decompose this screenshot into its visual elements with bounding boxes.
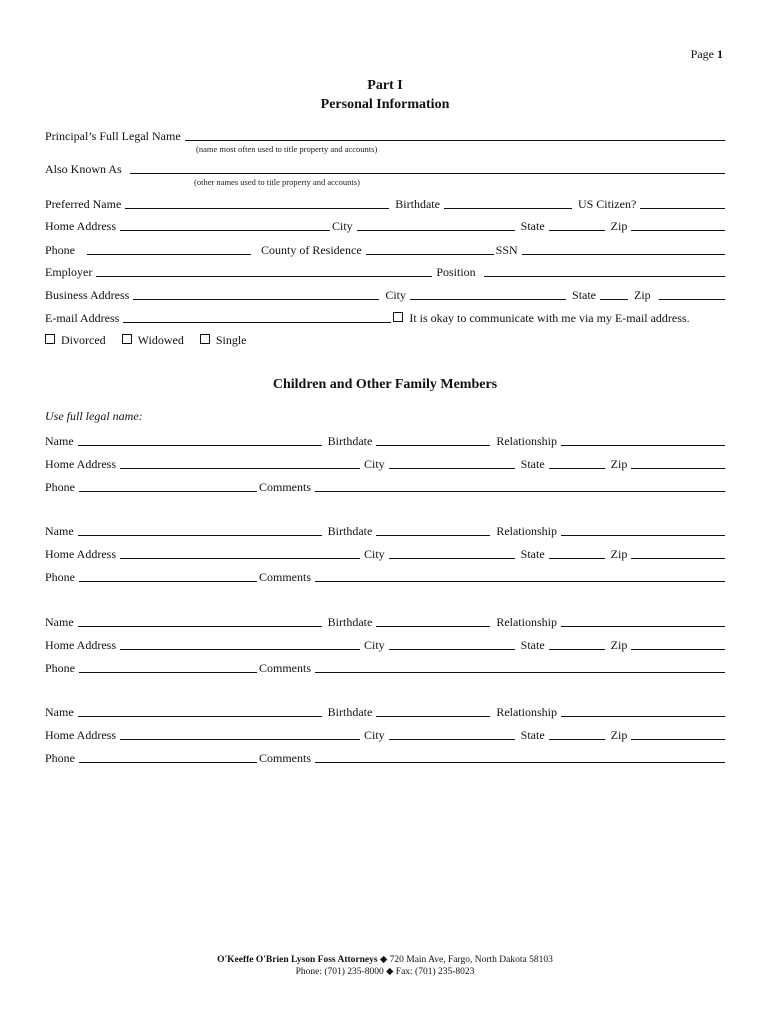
aka-hint: (other names used to title property and accounts) <box>194 177 360 187</box>
marital-status-row <box>45 331 725 347</box>
phone-field[interactable] <box>87 242 251 255</box>
employer-label: Employer <box>45 265 93 279</box>
page-number <box>691 47 723 62</box>
member-home-address-label: Home Address <box>45 547 116 561</box>
member-zip-label: Zip <box>610 457 628 471</box>
member-birthdate-label: Birthdate <box>327 615 373 629</box>
phone-row <box>45 241 725 257</box>
children-heading: Children and Other Family Members <box>272 377 498 392</box>
employer-field[interactable] <box>96 264 432 277</box>
member-comments-label: Comments <box>259 480 312 494</box>
member-zip-field[interactable] <box>631 456 725 469</box>
member-name-row <box>45 613 725 629</box>
member-birthdate-label: Birthdate <box>327 434 373 448</box>
member-relationship-field[interactable] <box>561 433 725 446</box>
member-zip-field[interactable] <box>631 546 725 559</box>
aka-row <box>45 160 725 176</box>
city-field[interactable] <box>357 218 515 231</box>
business-state-label: State <box>572 288 597 302</box>
email-row <box>45 309 725 325</box>
member-comments-field[interactable] <box>315 569 725 582</box>
member-home-address-label: Home Address <box>45 728 116 742</box>
member-phone-field[interactable] <box>79 660 257 673</box>
principal-name-hint: (name most often used to title property and accounts) <box>196 144 378 154</box>
member-name-row <box>45 522 725 538</box>
member-comments-label: Comments <box>259 570 312 584</box>
member-address-row <box>45 545 725 561</box>
zip-label: Zip <box>610 219 628 233</box>
birthdate-field[interactable] <box>444 196 572 209</box>
business-zip-label: Zip <box>634 288 651 302</box>
member-home-address-label: Home Address <box>45 638 116 652</box>
firm-fax: Fax: (701) 235-8023 <box>395 967 475 977</box>
member-birthdate-field[interactable] <box>376 523 490 536</box>
member-relationship-label: Relationship <box>496 615 557 629</box>
ssn-label: SSN <box>495 243 518 257</box>
page-label: Page <box>690 47 714 61</box>
member-comments-field[interactable] <box>315 750 725 763</box>
part-title: Part I <box>367 78 403 93</box>
principal-name-row <box>45 127 725 143</box>
business-address-field[interactable] <box>133 287 379 300</box>
member-state-label: State <box>520 728 545 742</box>
marital-option-single[interactable] <box>200 333 251 347</box>
member-city-label: City <box>364 547 385 561</box>
member-zip-field[interactable] <box>631 637 725 650</box>
children-instruction: Use full legal name: <box>45 409 143 423</box>
member-name-row <box>45 432 725 448</box>
city-label: City <box>332 219 353 233</box>
member-home-address-label: Home Address <box>45 457 116 471</box>
zip-field[interactable] <box>631 218 725 231</box>
member-city-label: City <box>364 457 385 471</box>
single-label: Single <box>215 333 247 347</box>
single-checkbox[interactable] <box>200 334 210 344</box>
member-home-address-field[interactable] <box>120 727 360 740</box>
member-zip-field[interactable] <box>631 727 725 740</box>
member-state-field[interactable] <box>549 456 605 469</box>
member-name-label: Name <box>45 615 74 629</box>
member-state-field[interactable] <box>549 546 605 559</box>
member-state-field[interactable] <box>549 637 605 650</box>
business-address-row <box>45 286 725 302</box>
member-phone-row <box>45 568 725 584</box>
birthdate-label: Birthdate <box>395 197 440 211</box>
member-address-row <box>45 726 725 742</box>
firm-name: O'Keeffe O'Brien Lyson Foss Attorneys <box>217 955 378 965</box>
section-title: Personal Information <box>320 97 450 112</box>
member-name-field[interactable] <box>78 433 322 446</box>
business-state-field[interactable] <box>600 287 628 300</box>
member-home-address-field[interactable] <box>120 456 360 469</box>
firm-phone: Phone: (701) 235-8000 <box>295 967 384 977</box>
member-name-field[interactable] <box>78 704 322 717</box>
member-city-field[interactable] <box>389 727 515 740</box>
ssn-field[interactable] <box>522 242 725 255</box>
footer <box>0 954 770 978</box>
divorced-label: Divorced <box>61 333 106 347</box>
member-state-label: State <box>520 547 545 561</box>
preferred-name-label: Preferred Name <box>45 197 122 211</box>
member-relationship-field[interactable] <box>561 523 725 536</box>
email-label: E-mail Address <box>45 311 120 325</box>
member-phone-row <box>45 478 725 494</box>
member-phone-label: Phone <box>45 570 75 584</box>
member-birthdate-label: Birthdate <box>327 705 373 719</box>
position-label: Position <box>436 265 476 279</box>
marital-option-divorced[interactable] <box>45 333 110 347</box>
member-phone-label: Phone <box>45 480 75 494</box>
business-address-label: Business Address <box>45 288 130 302</box>
widowed-checkbox[interactable] <box>122 334 132 344</box>
county-label: County of Residence <box>261 243 362 257</box>
member-phone-row <box>45 659 725 675</box>
member-zip-label: Zip <box>610 547 628 561</box>
footer-separator-icon: ◆ <box>386 967 394 977</box>
home-address-label: Home Address <box>45 219 116 233</box>
position-field[interactable] <box>484 264 725 277</box>
firm-address: 720 Main Ave, Fargo, North Dakota 58103 <box>389 955 553 965</box>
email-consent-label: It is okay to communicate with me via my E-mail address. <box>409 311 690 325</box>
member-relationship-label: Relationship <box>496 434 557 448</box>
member-name-label: Name <box>45 434 74 448</box>
home-address-field[interactable] <box>120 218 330 231</box>
business-city-label: City <box>385 288 407 302</box>
page-number-value: 1 <box>717 47 723 61</box>
member-birthdate-field[interactable] <box>376 704 490 717</box>
member-relationship-field[interactable] <box>561 704 725 717</box>
preferred-row <box>45 195 725 211</box>
employer-row <box>45 263 725 279</box>
principal-name-field[interactable] <box>185 128 725 141</box>
member-phone-field[interactable] <box>79 479 257 492</box>
member-state-field[interactable] <box>549 727 605 740</box>
aka-label: Also Known As <box>45 162 122 176</box>
home-address-row <box>45 217 725 233</box>
member-city-label: City <box>364 638 385 652</box>
member-relationship-label: Relationship <box>496 524 557 538</box>
member-home-address-field[interactable] <box>120 637 360 650</box>
us-citizen-label: US Citizen? <box>577 197 637 211</box>
divorced-checkbox[interactable] <box>45 334 55 344</box>
member-state-label: State <box>520 638 545 652</box>
member-zip-label: Zip <box>610 728 628 742</box>
member-phone-field[interactable] <box>79 750 257 763</box>
member-name-label: Name <box>45 524 74 538</box>
member-birthdate-field[interactable] <box>376 433 490 446</box>
state-label: State <box>520 219 545 233</box>
county-field[interactable] <box>366 242 494 255</box>
phone-label: Phone <box>45 243 75 257</box>
member-comments-field[interactable] <box>315 479 725 492</box>
widowed-label: Widowed <box>137 333 184 347</box>
member-name-label: Name <box>45 705 74 719</box>
member-phone-label: Phone <box>45 751 75 765</box>
member-comments-field[interactable] <box>315 660 725 673</box>
principal-name-label: Principal’s Full Legal Name <box>45 129 181 143</box>
member-zip-label: Zip <box>610 638 628 652</box>
member-name-field[interactable] <box>78 523 322 536</box>
member-phone-label: Phone <box>45 661 75 675</box>
state-field[interactable] <box>549 218 605 231</box>
member-name-row <box>45 703 725 719</box>
member-state-label: State <box>520 457 545 471</box>
footer-line-1 <box>0 954 770 966</box>
member-relationship-field[interactable] <box>561 614 725 627</box>
preferred-name-field[interactable] <box>125 196 389 209</box>
member-address-row <box>45 455 725 471</box>
us-citizen-field[interactable] <box>640 196 725 209</box>
member-phone-field[interactable] <box>79 569 257 582</box>
business-zip-field[interactable] <box>659 287 725 300</box>
member-phone-row <box>45 749 725 765</box>
email-consent-checkbox[interactable] <box>393 312 403 322</box>
footer-separator-icon: ◆ <box>379 955 388 965</box>
member-relationship-label: Relationship <box>496 705 557 719</box>
member-city-field[interactable] <box>389 546 515 559</box>
member-birthdate-field[interactable] <box>376 614 490 627</box>
member-city-field[interactable] <box>389 637 515 650</box>
member-address-row <box>45 636 725 652</box>
member-name-field[interactable] <box>78 614 322 627</box>
member-city-label: City <box>364 728 385 742</box>
email-field[interactable] <box>123 310 391 323</box>
member-birthdate-label: Birthdate <box>327 524 373 538</box>
business-city-field[interactable] <box>410 287 566 300</box>
footer-line-2 <box>0 966 770 978</box>
aka-field[interactable] <box>130 161 725 174</box>
member-comments-label: Comments <box>259 751 312 765</box>
member-city-field[interactable] <box>389 456 515 469</box>
member-home-address-field[interactable] <box>120 546 360 559</box>
member-comments-label: Comments <box>259 661 312 675</box>
marital-option-widowed[interactable] <box>122 333 188 347</box>
